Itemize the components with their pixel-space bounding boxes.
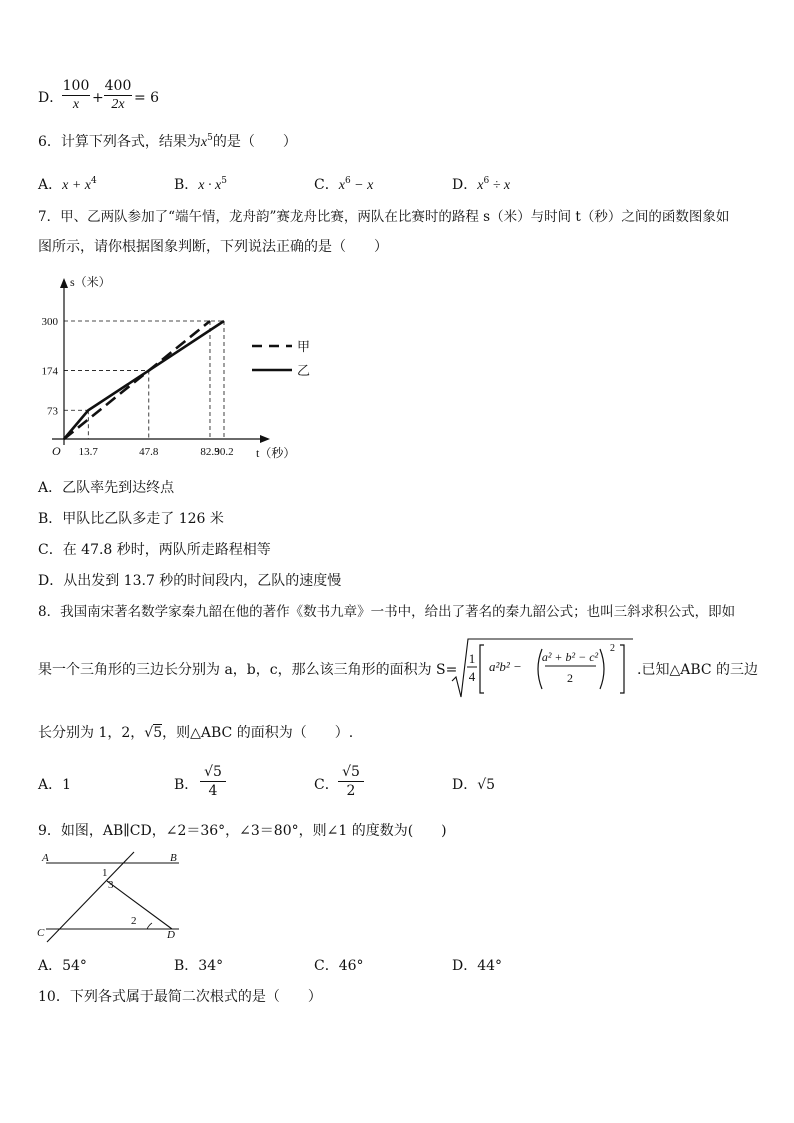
q9-option-d: D．44° bbox=[452, 958, 503, 974]
series-line-yi bbox=[64, 321, 224, 439]
q8-stem-line2-end: .已知△ABC 的三边 bbox=[637, 662, 759, 678]
q8-option-c-fraction bbox=[338, 764, 364, 799]
x-tick-label: 82.3 bbox=[200, 446, 220, 458]
formula-square: 2 bbox=[610, 643, 615, 654]
angle-1-label: 1 bbox=[102, 867, 108, 879]
point-a-label: A bbox=[42, 852, 49, 864]
x-axis-label: t（秒） bbox=[256, 446, 296, 460]
q8-option-b-label: B． bbox=[174, 777, 199, 793]
q7-option-d: D．从出发到 13.7 秒的时间段内，乙队的速度慢 bbox=[38, 573, 342, 589]
legend-label: 乙 bbox=[297, 363, 310, 378]
q10-stem: 10．下列各式属于最简二次根式的是（ ） bbox=[38, 989, 322, 1005]
q7-stem-line1: 7．甲、乙两队参加了“端午情，龙舟韵”赛龙舟比赛，两队在比赛时的路程 s（米）与时间 t（秒）之间的函数图象如 bbox=[38, 209, 730, 225]
q8-stem-line2-start: 果一个三角形的三边长分别为 a，b，c，那么该三角形的面积为 S= bbox=[38, 662, 458, 678]
option-text: x · x bbox=[198, 178, 222, 193]
option-label: A． bbox=[38, 777, 63, 793]
formula-quarter-denominator: 4 bbox=[468, 669, 476, 684]
q7-stem-line2: 图所示，请你根据图象判断，下列说法正确的是（ ） bbox=[38, 239, 388, 255]
fraction-denominator: 2 bbox=[346, 783, 356, 799]
x-tick-label: 13.7 bbox=[78, 446, 98, 458]
angle-3-label: 3 bbox=[108, 879, 114, 891]
option-exponent: 6 bbox=[483, 176, 490, 186]
q9-figure bbox=[34, 850, 194, 946]
q9-stem: 9．如图，AB∥CD，∠2＝36°，∠3＝80°，则∠1 的度数为( ) bbox=[38, 823, 447, 839]
option-label: B． bbox=[174, 177, 199, 193]
origin-label: O bbox=[52, 444, 61, 458]
fraction-numerator: √5 bbox=[204, 764, 222, 780]
q5-option-d-rhs: = 6 bbox=[134, 90, 160, 106]
x-axis-arrow bbox=[260, 435, 270, 443]
q8-option-a bbox=[38, 776, 71, 794]
q7-option-b: B．甲队比乙队多走了 126 米 bbox=[38, 511, 224, 527]
q6-option-d bbox=[452, 172, 510, 195]
option-text: x + x bbox=[62, 178, 91, 193]
fraction-numerator: 400 bbox=[104, 78, 132, 94]
option-tail: ÷ x bbox=[489, 178, 511, 193]
q6-option-b bbox=[174, 172, 227, 195]
fraction-numerator: √5 bbox=[342, 764, 360, 780]
x-tick-label: 90.2 bbox=[214, 446, 234, 458]
point-d-label: D bbox=[167, 929, 175, 941]
option-exponent: 5 bbox=[221, 176, 227, 186]
q8-stem-line3-end: ，则△ABC 的面积为（ ）. bbox=[162, 725, 354, 741]
q8-stem-line1: 8．我国南宋著名数学家秦九韶在他的著作《数书九章》一书中，给出了著名的秦九韶公式；也叫三斜求积公式，即如 bbox=[38, 604, 736, 620]
q8-stem-line3-start: 长分别为 1，2， bbox=[38, 725, 145, 741]
q7-chart bbox=[30, 268, 310, 468]
q6-stem: 6．计算下列各式，结果为$x^5$的是（ ） bbox=[38, 133, 297, 150]
fraction-denominator: 2x bbox=[111, 97, 125, 112]
q8-option-c-label: C． bbox=[314, 777, 339, 793]
option-exponent: 4 bbox=[91, 176, 97, 186]
formula-fraction-denominator: 2 bbox=[567, 671, 573, 685]
formula-quarter-numerator: 1 bbox=[468, 651, 476, 666]
point-c-label: C bbox=[37, 927, 45, 939]
q9-option-c: C．46° bbox=[314, 958, 364, 974]
option-text: 1 bbox=[62, 777, 72, 793]
y-axis-arrow bbox=[60, 278, 68, 288]
y-tick-label: 174 bbox=[41, 365, 58, 378]
option-label: C． bbox=[314, 177, 339, 193]
fraction-denominator: x bbox=[72, 97, 80, 112]
q6-option-a bbox=[38, 172, 97, 195]
q7-option-a: A．乙队率先到达终点 bbox=[38, 480, 175, 496]
q5-option-d-fraction-2 bbox=[104, 78, 132, 113]
q8-stem-line3: 长分别为 1，2，√5，则△ABC 的面积为（ ）. bbox=[38, 725, 354, 741]
option-label: D． bbox=[452, 177, 478, 193]
y-axis-label: s（米） bbox=[70, 275, 111, 289]
q8-option-b-fraction bbox=[200, 764, 226, 799]
q9-option-a: A．54° bbox=[38, 958, 87, 974]
angle-2-label: 2 bbox=[131, 915, 137, 927]
q9-option-b: B．34° bbox=[174, 958, 224, 974]
point-b-label: B bbox=[170, 852, 177, 864]
q6-stem-start: 6．计算下列各式，结果为 bbox=[38, 134, 201, 150]
option-text: x bbox=[477, 178, 484, 193]
formula-inner: a²b² − bbox=[489, 659, 522, 674]
y-tick-label: 73 bbox=[47, 405, 58, 418]
option-exponent: 6 bbox=[344, 176, 351, 186]
q7-option-c: C．在 47.8 秒时，两队所走路程相等 bbox=[38, 542, 271, 558]
formula-fraction-numerator: a² + b² − c² bbox=[541, 650, 599, 664]
option-label: A． bbox=[38, 177, 63, 193]
option-text: √5 bbox=[477, 777, 496, 793]
option-tail: − x bbox=[350, 178, 374, 193]
q5-option-d-fraction-1 bbox=[62, 78, 90, 113]
q6-stem-end: 的是（ ） bbox=[212, 134, 297, 150]
legend-label: 甲 bbox=[297, 339, 310, 354]
q8-sqrt-argument: 5 bbox=[153, 725, 163, 741]
fraction-denominator: 4 bbox=[208, 783, 218, 799]
q5-option-d-label: D． bbox=[38, 90, 64, 106]
y-tick-label: 300 bbox=[41, 316, 58, 328]
q8-formula bbox=[450, 637, 634, 699]
option-label: D． bbox=[452, 777, 478, 793]
q8-option-d bbox=[452, 776, 495, 794]
q5-option-d-plus: + bbox=[92, 90, 104, 106]
q6-power: 5 bbox=[207, 133, 213, 143]
x-tick-label: 47.8 bbox=[139, 446, 159, 458]
fraction-numerator: 100 bbox=[62, 78, 90, 94]
q6-option-c bbox=[314, 172, 373, 195]
option-text: x bbox=[338, 178, 345, 193]
series-line-jia bbox=[64, 321, 210, 439]
